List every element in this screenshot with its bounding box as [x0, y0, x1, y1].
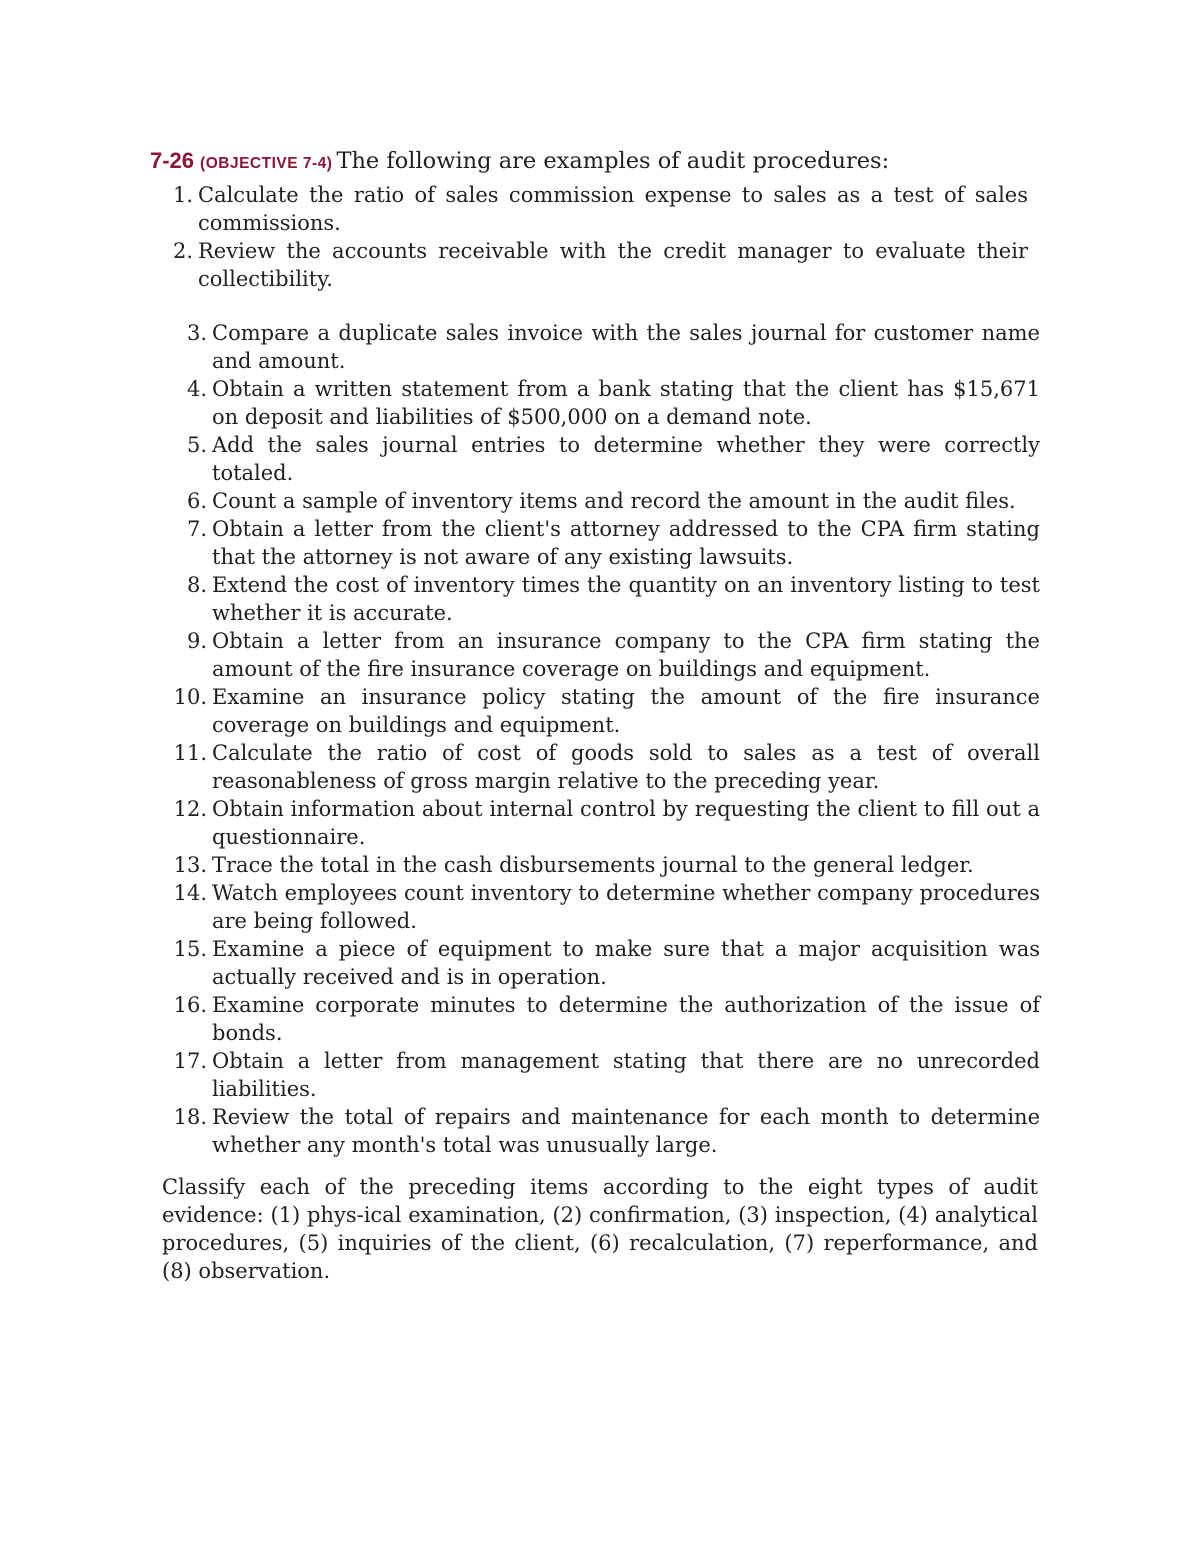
list-item	[150, 431, 1040, 487]
list-item	[150, 851, 1040, 879]
item-number: 7.	[186, 517, 207, 541]
list-item	[150, 879, 1040, 935]
list-item	[150, 795, 1040, 851]
item-text: Obtain a written statement from a bank stating that the client has $15,671 on deposit and liabilities of $500,000 on a demand note.	[212, 377, 1040, 429]
item-number: 16.	[173, 993, 207, 1017]
item-number: 2.	[172, 239, 193, 263]
list-item	[150, 627, 1040, 683]
item-text: Calculate the ratio of sales commission expense to sales as a test of sales commissions.	[198, 183, 1028, 235]
problem-header	[150, 146, 1040, 179]
problem-intro: The following are examples of audit procedures:	[336, 148, 890, 174]
list-item	[150, 571, 1040, 627]
list-item	[150, 181, 1040, 237]
classification-instructions: Classify each of the preceding items according to the eight types of audit evidence: (1) phys-ical examination, (2) confirmation, (3) inspection, (4) analytical procedures, (5) inquiries of the client, (6) recalculation, (7) reperformance, and (8) observation.	[162, 1175, 1038, 1283]
item-text: Compare a duplicate sales invoice with the sales journal for customer name and amount.	[212, 321, 1040, 373]
item-number: 18.	[173, 1105, 207, 1129]
item-text: Trace the total in the cash disbursements journal to the general ledger.	[212, 853, 974, 877]
item-number: 10.	[173, 685, 207, 709]
item-number: 13.	[173, 853, 207, 877]
list-item	[150, 1047, 1040, 1103]
item-text: Add the sales journal entries to determine whether they were correctly totaled.	[212, 433, 1040, 485]
item-number: 9.	[186, 629, 207, 653]
item-number: 11.	[173, 741, 207, 765]
list-item	[150, 739, 1040, 795]
item-text: Extend the cost of inventory times the quantity on an inventory listing to test whether it is accurate.	[212, 573, 1040, 625]
list-item	[150, 1103, 1040, 1159]
item-number: 6.	[186, 489, 207, 513]
item-number: 12.	[173, 797, 207, 821]
item-text: Obtain a letter from management stating that there are no unrecorded liabilities.	[212, 1049, 1040, 1101]
item-number: 1.	[172, 183, 193, 207]
item-number: 14.	[173, 881, 207, 905]
item-text: Calculate the ratio of cost of goods sold to sales as a test of overall reasonableness of gross margin relative to the preceding year.	[212, 741, 1040, 793]
item-text: Obtain a letter from an insurance company to the CPA firm stating the amount of the fire insurance coverage on buildings and equipment.	[212, 629, 1040, 681]
item-text: Count a sample of inventory items and record the amount in the audit files.	[212, 489, 1016, 513]
item-number: 8.	[186, 573, 207, 597]
list-item	[150, 683, 1040, 739]
item-number: 15.	[173, 937, 207, 961]
item-number: 5.	[186, 433, 207, 457]
item-text: Review the accounts receivable with the credit manager to evaluate their collectibility.	[198, 239, 1028, 291]
problem-number: 7-26	[150, 148, 195, 173]
item-number: 3.	[186, 321, 207, 345]
list-item	[150, 319, 1040, 375]
item-number: 17.	[173, 1049, 207, 1073]
list-item	[150, 375, 1040, 431]
item-text: Obtain a letter from the client's attorney addressed to the CPA firm stating that the attorney is not aware of any existing lawsuits.	[212, 517, 1040, 569]
item-text: Obtain information about internal control by requesting the client to fill out a questionnaire.	[212, 797, 1040, 849]
list-item	[150, 487, 1040, 515]
item-text: Examine a piece of equipment to make sure that a major acquisition was actually received and is in operation.	[212, 937, 1040, 989]
item-text: Review the total of repairs and maintenance for each month to determine whether any month's total was unusually large.	[212, 1105, 1040, 1157]
list-item	[150, 515, 1040, 571]
item-text: Examine an insurance policy stating the amount of the fire insurance coverage on buildings and equipment.	[212, 685, 1040, 737]
item-text: Examine corporate minutes to determine the authorization of the issue of bonds.	[212, 993, 1040, 1045]
procedure-list-part-2	[150, 319, 1040, 1159]
procedure-list-part-1	[150, 181, 1040, 293]
item-number: 4.	[186, 377, 207, 401]
list-item	[150, 991, 1040, 1047]
list-item	[150, 237, 1040, 293]
item-text: Watch employees count inventory to determine whether company procedures are being followed.	[212, 881, 1040, 933]
objective-label: (OBJECTIVE 7-4)	[200, 155, 333, 172]
audit-problem	[150, 146, 1040, 1285]
list-item	[150, 935, 1040, 991]
